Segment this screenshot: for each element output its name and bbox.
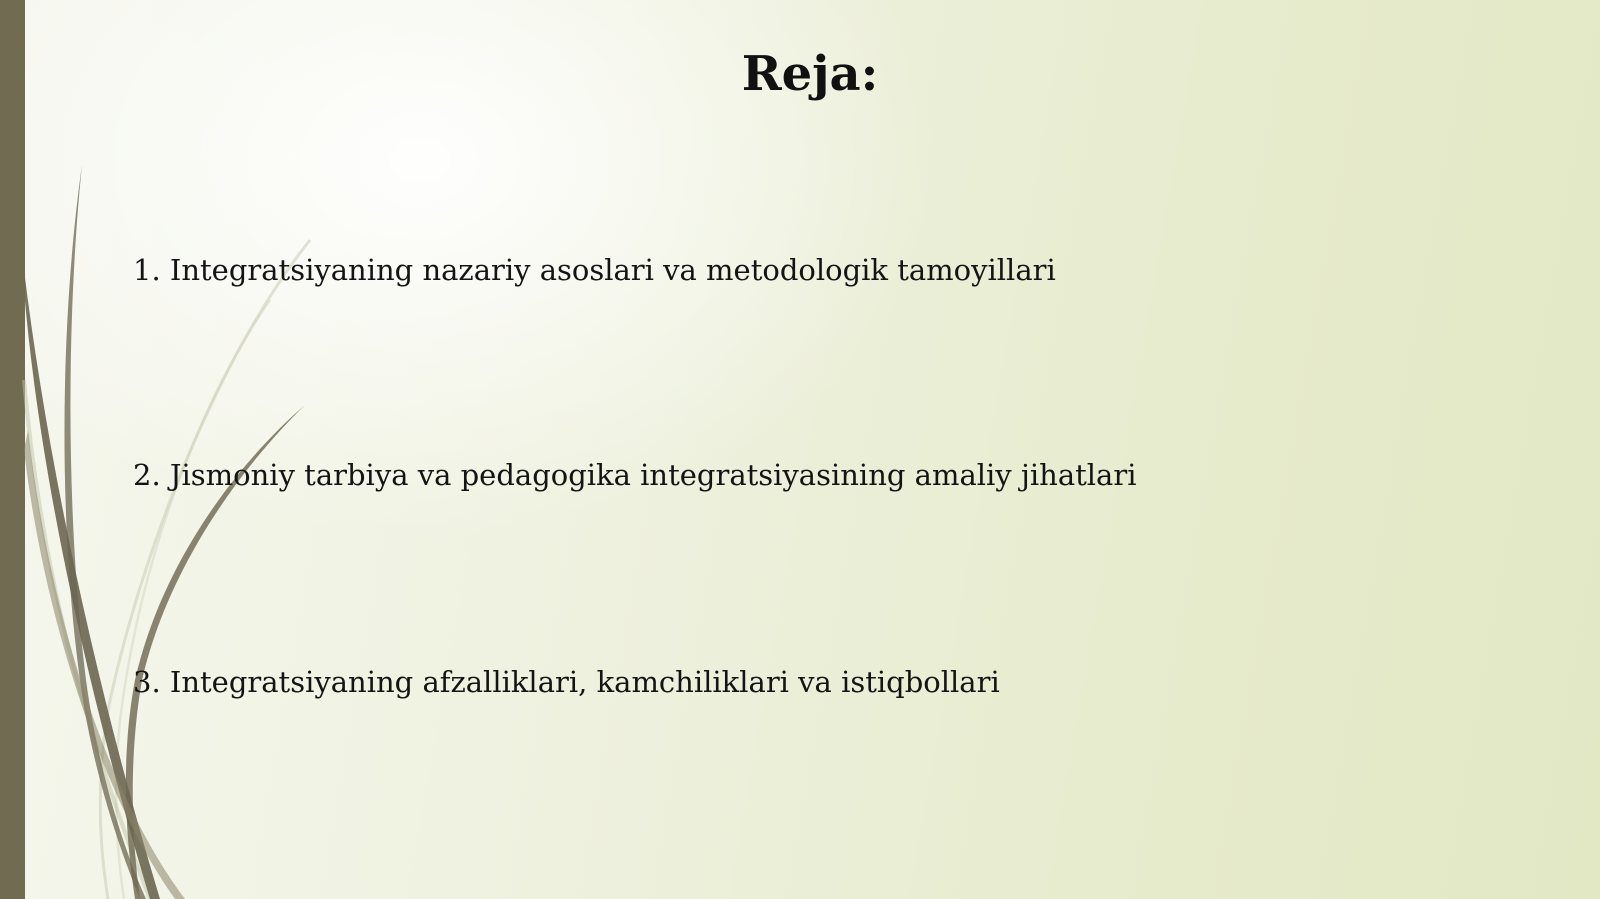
slide-title: Reja: [741,46,879,102]
agenda-item-1: 1. Integratsiyaning nazariy asoslari va metodologik tamoyillari [133,253,1056,287]
agenda-item-2: 2. Jismoniy tarbiya va pedagogika integratsiyasining amaliy jihatlari [133,458,1137,492]
grass-decoration [0,0,420,899]
agenda-item-3: 3. Integratsiyaning afzalliklari, kamchiliklari va istiqbollari [133,665,1000,699]
